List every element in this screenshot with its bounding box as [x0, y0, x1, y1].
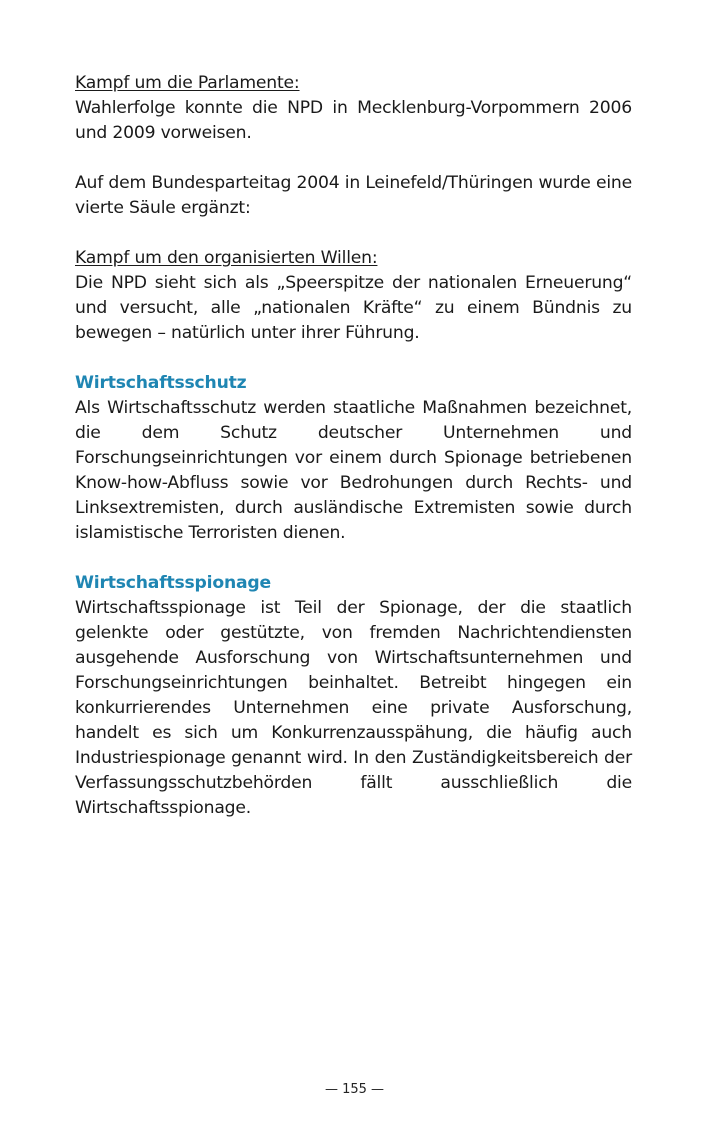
page-number: — 155 —: [324, 1082, 385, 1097]
page-content: [75, 71, 632, 821]
section-bundesparteitag: [75, 171, 632, 221]
entry-wirtschaftsschutz: [75, 371, 632, 546]
section-organisierter-wille: [75, 246, 632, 346]
paragraph: Als Wirtschaftsschutz werden staatliche Maßnahmen bezeichnet, die dem Schutz deutscher Unternehmen und Forschungseinrichtungen vor einem durch Spionage betriebenen Know-how-Abfluss sowie vor Bedrohungen durch Rechts- und Linksextremisten, durch ausländische Extremisten sowie durch islamistische Terroristen dienen.: [75, 398, 632, 543]
paragraph: Wahlerfolge konnte die NPD in Mecklenburg-Vorpommern 2006 und 2009 vorweisen.: [75, 98, 632, 143]
entry-wirtschaftsspionage: [75, 571, 632, 821]
term-heading: Wirtschaftsspionage: [75, 573, 271, 593]
paragraph: Die NPD sieht sich als „Speerspitze der nationalen Erneuerung“ und versucht, alle „nationalen Kräfte“ zu einem Bündnis zu bewegen – natürlich unter ihrer Führung.: [75, 273, 632, 343]
section-heading: Kampf um die Parlamente:: [75, 73, 300, 93]
term-heading: Wirtschaftsschutz: [75, 373, 247, 393]
section-heading: Kampf um den organisierten Willen:: [75, 248, 378, 268]
section-parlamente: [75, 71, 632, 146]
paragraph: Wirtschaftsspionage ist Teil der Spionage, der die staatlich gelenkte oder gestützte, von fremden Nachrichtendiensten ausgehende Ausforschung von Wirtschaftsunternehmen und Forschungseinrichtungen beinhaltet. Betreibt hingegen ein konkurrierendes Unternehmen eine private Ausforschung, handelt es sich um Konkurrenzausspähung, die häufig auch Industriespionage genannt wird. In den Zuständigkeitsbereich der Verfassungsschutzbehörden fällt ausschließlich die Wirtschaftsspionage.: [75, 598, 632, 818]
paragraph: Auf dem Bundesparteitag 2004 in Leinefeld/Thüringen wurde eine vierte Säule ergänzt:: [75, 173, 632, 218]
